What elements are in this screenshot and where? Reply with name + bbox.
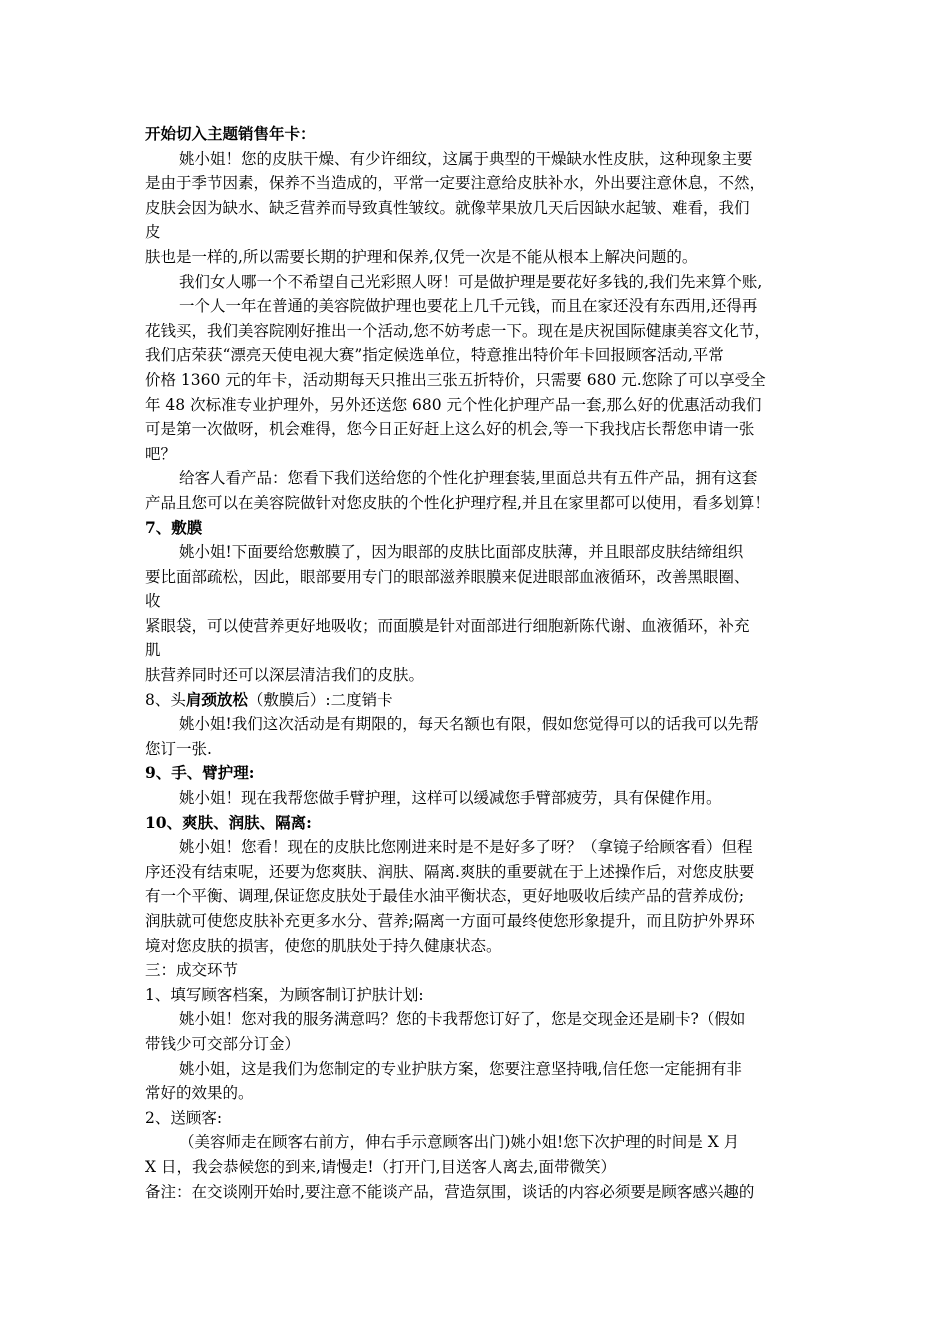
paragraph-line: 姚小姐！您的皮肤干燥、有少许细纹，这属于典型的干燥缺水性皮肤，这种现象主要 xyxy=(179,149,753,168)
paragraph-line: 紧眼袋，可以使营养更好地吸收；而面膜是针对面部进行细胞新陈代谢、血液循环，补充 xyxy=(145,616,750,635)
heading-part: 肩颈放松 xyxy=(185,689,248,709)
paragraph-line: 境对您皮肤的损害，使您的肌肤处于持久健康状态。 xyxy=(145,936,502,955)
paragraph-line: 肤也是一样的,所以需要长期的护理和保养,仅凭一次是不能从根本上解决问题的。 xyxy=(145,247,698,266)
paragraph-line: 1、填写顾客档案，为顾客制订护肤计划: xyxy=(145,985,424,1004)
section-heading: 7、敷膜 xyxy=(145,517,203,537)
paragraph-line: 2、送顾客: xyxy=(145,1108,223,1127)
paragraph-line: 备注：在交谈刚开始时,要注意不能谈产品，营造氛围，谈话的内容必须要是顾客感兴趣的 xyxy=(145,1182,755,1201)
paragraph-line: 姚小姐，这是我们为您制定的专业护肤方案，您要注意坚持哦,信任您一定能拥有非 xyxy=(179,1059,742,1078)
paragraph-line: 一个人一年在普通的美容院做护理也要花上几千元钱，而且在家还没有东西用,还得再 xyxy=(179,297,758,316)
section-heading: 开始切入主题销售年卡： xyxy=(145,124,316,143)
heading-part: （敷膜后）:二度销卡 xyxy=(247,690,393,709)
paragraph-line: （美容师走在顾客右前方，伸右手示意顾客出门)姚小姐!您下次护理的时间是 X 月 xyxy=(179,1133,740,1152)
paragraph-line: 肌 xyxy=(145,641,161,660)
paragraph-line: 花钱买，我们美容院刚好推出一个活动,您不妨考虑一下。现在是庆祝国际健康美容文化节， xyxy=(145,321,770,340)
paragraph-line: 给客人看产品：您看下我们送给您的个性化护理套装,里面总共有五件产品，拥有这套 xyxy=(179,469,758,488)
section-heading: 9、手、臂护理: xyxy=(145,763,255,783)
document-page xyxy=(145,122,825,1204)
paragraph-line: 产品且您可以在美容院做针对您皮肤的个性化护理疗程,并且在家里都可以使用，看多划算！ xyxy=(145,493,770,512)
paragraph-line: 皮 xyxy=(145,223,161,242)
paragraph-line: 三：成交环节 xyxy=(145,961,239,980)
paragraph-line: 您订一张. xyxy=(145,739,212,758)
heading-part: 8、头 xyxy=(145,690,186,709)
paragraph-line: 皮肤会因为缺水、缺乏营养而导致真性皱纹。就像苹果放几天后因缺水起皱、难看，我们 xyxy=(145,198,750,217)
paragraph-line: 带钱少可交部分订金） xyxy=(145,1034,301,1053)
paragraph-line: 价格 1360 元的年卡，活动期每天只推出三张五折特价，只需要 680 元.您除了可以享受全 xyxy=(145,370,766,389)
paragraph-line xyxy=(145,688,825,713)
paragraph-line: 我们店荣获“漂亮天使电视大赛”指定候选单位，特意推出特价年卡回报顾客活动,平常 xyxy=(145,346,724,365)
paragraph-line: 润肤就可使您皮肤补充更多水分、营养;隔离一方面可最终使您形象提升，而且防护外界环 xyxy=(145,912,755,930)
paragraph-line: 姚小姐!我们这次活动是有期限的，每天名额也有限，假如您觉得可以的话我可以先帮 xyxy=(179,715,759,734)
paragraph-line: 姚小姐！您看！现在的皮肤比您刚进来时是不是好多了呀？（拿镜子给顾客看）但程 xyxy=(179,838,753,857)
paragraph-line: 肤营养同时还可以深层清洁我们的皮肤。 xyxy=(145,666,425,685)
paragraph-line: 姚小姐！现在我帮您做手臂护理，这样可以缓减您手臂部疲劳，具有保健作用。 xyxy=(179,789,722,808)
paragraph-line: 我们女人哪一个不希望自己光彩照人呀！可是做护理是要花好多钱的,我们先来算个账, xyxy=(179,272,763,291)
paragraph-line: 姚小姐！您对我的服务满意吗？您的卡我帮您订好了，您是交现金还是刷卡?（假如 xyxy=(179,1010,746,1029)
paragraph-line: 常好的效果的。 xyxy=(145,1084,254,1103)
paragraph-line: 吧？ xyxy=(145,444,177,463)
paragraph-line: 姚小姐!下面要给您敷膜了，因为眼部的皮肤比面部皮肤薄，并且眼部皮肤结缔组织 xyxy=(179,543,744,562)
paragraph-line: 可是第一次做呀，机会难得，您今日正好赶上这么好的机会,等一下我找店长帮您申请一张 xyxy=(145,420,755,439)
paragraph-line: 是由于季节因素，保养不当造成的，平常一定要注意给皮肤补水，外出要注意休息，不然， xyxy=(145,174,766,193)
paragraph-line: 要比面部疏松，因此，眼部要用专门的眼部滋养眼膜来促进眼部血液循环，改善黑眼圈、 xyxy=(145,567,750,586)
paragraph-line: 收 xyxy=(145,592,161,611)
paragraph-line: 序还没有结束呢，还要为您爽肤、润肤、隔离.爽肤的重要就在于上述操作后，对您皮肤要 xyxy=(145,862,755,881)
paragraph-line: 有一个平衡、调理,保证您皮肤处于最佳水油平衡状态，更好地吸收后续产品的营养成份; xyxy=(145,887,745,906)
section-heading: 10、爽肤、润肤、隔离: xyxy=(145,812,312,832)
paragraph-line: X 日，我会恭候您的到来,请慢走!（打开门,目送客人离去,面带微笑） xyxy=(145,1157,616,1176)
paragraph-line: 年 48 次标准专业护理外，另外还送您 680 元个性化护理产品一套,那么好的优惠活动我们 xyxy=(145,395,762,414)
